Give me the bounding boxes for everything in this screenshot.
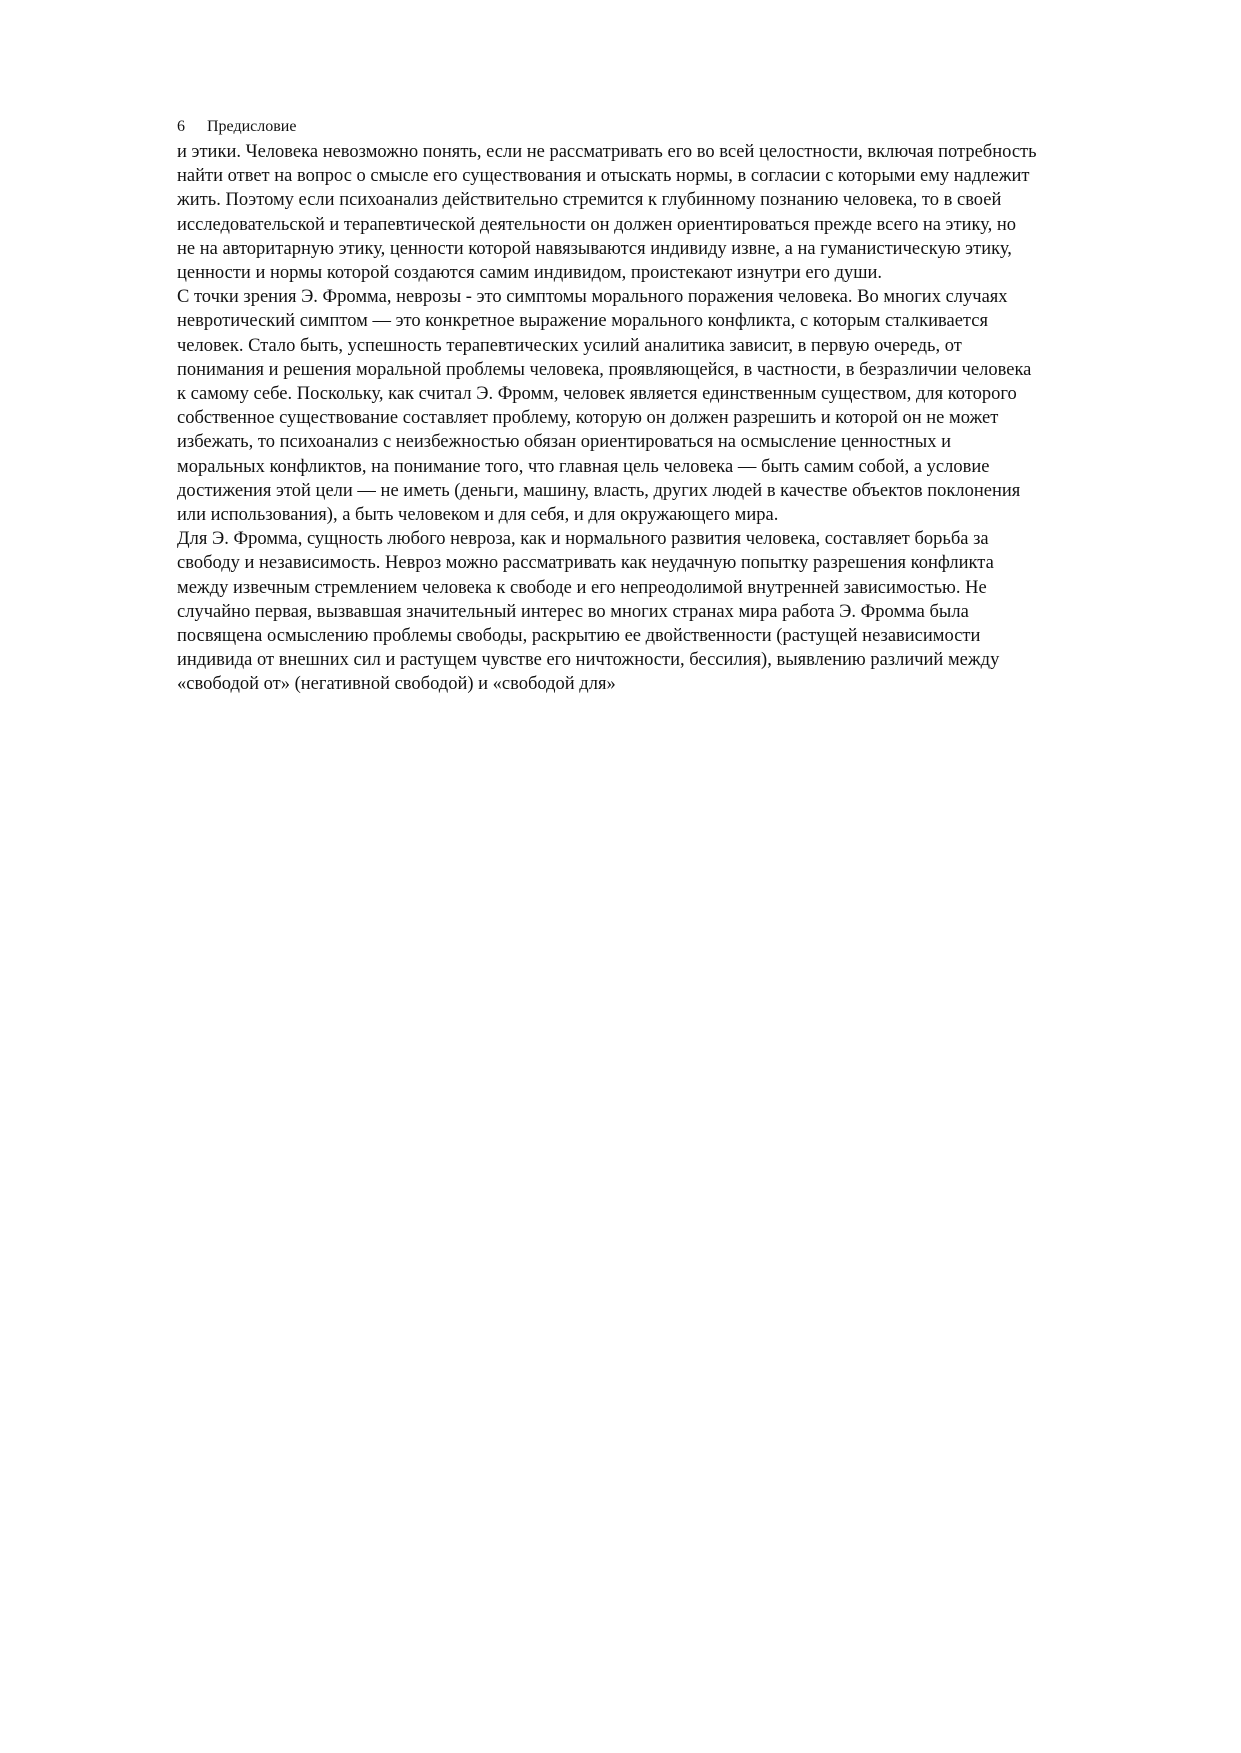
text-line: С точки зрения Э. Фромма, неврозы - это симптомы морального поражения человека. Во многих случаях bbox=[177, 287, 1008, 308]
text-line: человек. Стало быть, успешность терапевтических усилий аналитика зависит, в первую очередь, от bbox=[177, 335, 962, 356]
text-line: к самому себе. Поскольку, как считал Э. Фромм, человек является единственным существом, для которого bbox=[177, 384, 1017, 405]
text-line: избежать, то психоанализ с неизбежностью обязан ориентироваться на осмысление ценностных и bbox=[177, 432, 952, 453]
running-title: Предисловие bbox=[207, 118, 297, 135]
page-number: 6 bbox=[177, 118, 185, 135]
text-line: между извечным стремлением человека к свободе и его непреодолимой внутренней зависимостью. Не bbox=[177, 577, 987, 598]
text-line: посвящена осмыслению проблемы свободы, раскрытию ее двойственности (растущей независимости bbox=[177, 626, 981, 647]
text-line: найти ответ на вопрос о смысле его существования и отыскать нормы, в согласии с которыми ему надлежит bbox=[177, 166, 1030, 187]
text-line: не на авторитарную этику, ценности которой навязываются индивиду извне, а на гуманистическую этику, bbox=[177, 238, 1012, 259]
text-line: и этики. Человека невозможно понять, если не рассматривать его во всей целостности, включая потребность bbox=[177, 142, 1037, 162]
text-line: исследовательской и терапевтической деятельности он должен ориентироваться прежде всего на этику, но bbox=[177, 214, 1017, 235]
text-line: собственное существование составляет проблему, которую он должен разрешить и которой он не может bbox=[177, 408, 999, 429]
text-line: моральных конфликтов, на понимание того, что главная цель человека — быть самим собой, а условие bbox=[177, 456, 990, 477]
text-line: невротический симптом — это конкретное выражение морального конфликта, с которым сталкивается bbox=[177, 311, 988, 332]
text-line: жить. Поэтому если психоанализ действительно стремится к глубинному познанию человека, то в своей bbox=[177, 190, 1002, 211]
text-line: свободу и независимость. Невроз можно рассматривать как неудачную попытку разрешения конфликта bbox=[177, 553, 994, 574]
text-line: ценности и нормы которой создаются самим индивидом, проистекают изнутри его души. bbox=[177, 263, 883, 284]
text-line: достижения этой цели — не иметь (деньги, машину, власть, других людей в качестве объектов поклонения bbox=[177, 480, 1021, 501]
text-line: индивида от внешних сил и растущем чувстве его ничтожности, бессилия), выявлению различий между bbox=[177, 650, 1000, 671]
text-line: или использования), а быть человеком и для себя, и для окружающего мира. bbox=[177, 505, 779, 526]
text-line: случайно первая, вызвавшая значительный интерес во многих странах мира работа Э. Фромма была bbox=[177, 601, 969, 622]
text-line: «свободой от» (негативной свободой) и «свободой для» bbox=[177, 674, 616, 695]
body-text bbox=[177, 140, 1157, 697]
text-line: понимания и решения моральной проблемы человека, проявляющейся, в частности, в безразличии человека bbox=[177, 359, 1032, 380]
running-head bbox=[177, 117, 296, 137]
text-line: Для Э. Фромма, сущность любого невроза, как и нормального развития человека, составляет борьба за bbox=[177, 529, 989, 550]
